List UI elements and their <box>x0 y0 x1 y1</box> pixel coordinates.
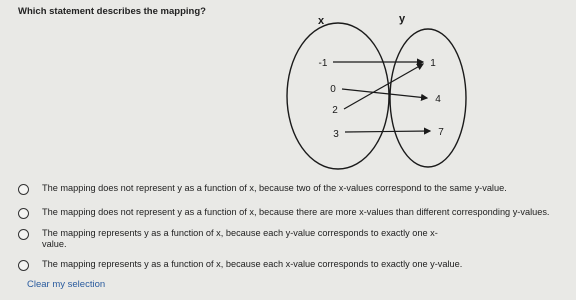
domain-value: -1 <box>318 58 328 69</box>
range-value: 1 <box>430 58 436 69</box>
mapping-arrow <box>345 131 430 132</box>
option-1[interactable] <box>18 183 507 195</box>
mapping-arrow <box>344 64 423 109</box>
domain-oval <box>287 23 389 169</box>
option-3-label: The mapping represents y as a function of x, because each y-value corresponds to exactly one x-value. <box>42 228 438 249</box>
mapping-arrow <box>342 89 427 98</box>
range-oval <box>390 29 466 167</box>
option-3[interactable] <box>18 228 442 250</box>
question-text: Which statement describes the mapping? <box>18 6 206 17</box>
option-2-label: The mapping does not represent y as a function of x, because there are more x-values than different corresponding y-values. <box>42 207 550 217</box>
option-4-label: The mapping represents y as a function of x, because each x-value corresponds to exactly one y-value. <box>42 259 463 269</box>
option-4-radio[interactable] <box>18 260 29 271</box>
range-value: 4 <box>435 94 441 105</box>
option-4[interactable] <box>18 259 462 271</box>
option-2[interactable] <box>18 207 549 219</box>
clear-selection-link[interactable]: Clear my selection <box>27 279 106 290</box>
option-1-radio[interactable] <box>18 184 29 195</box>
range-value: 7 <box>438 127 444 138</box>
option-1-label: The mapping does not represent y as a function of x, because two of the x-values correspond to the same y-value. <box>42 183 507 193</box>
range-label: y <box>398 13 406 25</box>
domain-value: 2 <box>332 105 338 116</box>
domain-value: 0 <box>330 84 336 95</box>
domain-value: 3 <box>333 129 339 140</box>
domain-label: x <box>317 15 325 27</box>
option-2-radio[interactable] <box>18 208 29 219</box>
option-3-radio[interactable] <box>18 229 29 240</box>
